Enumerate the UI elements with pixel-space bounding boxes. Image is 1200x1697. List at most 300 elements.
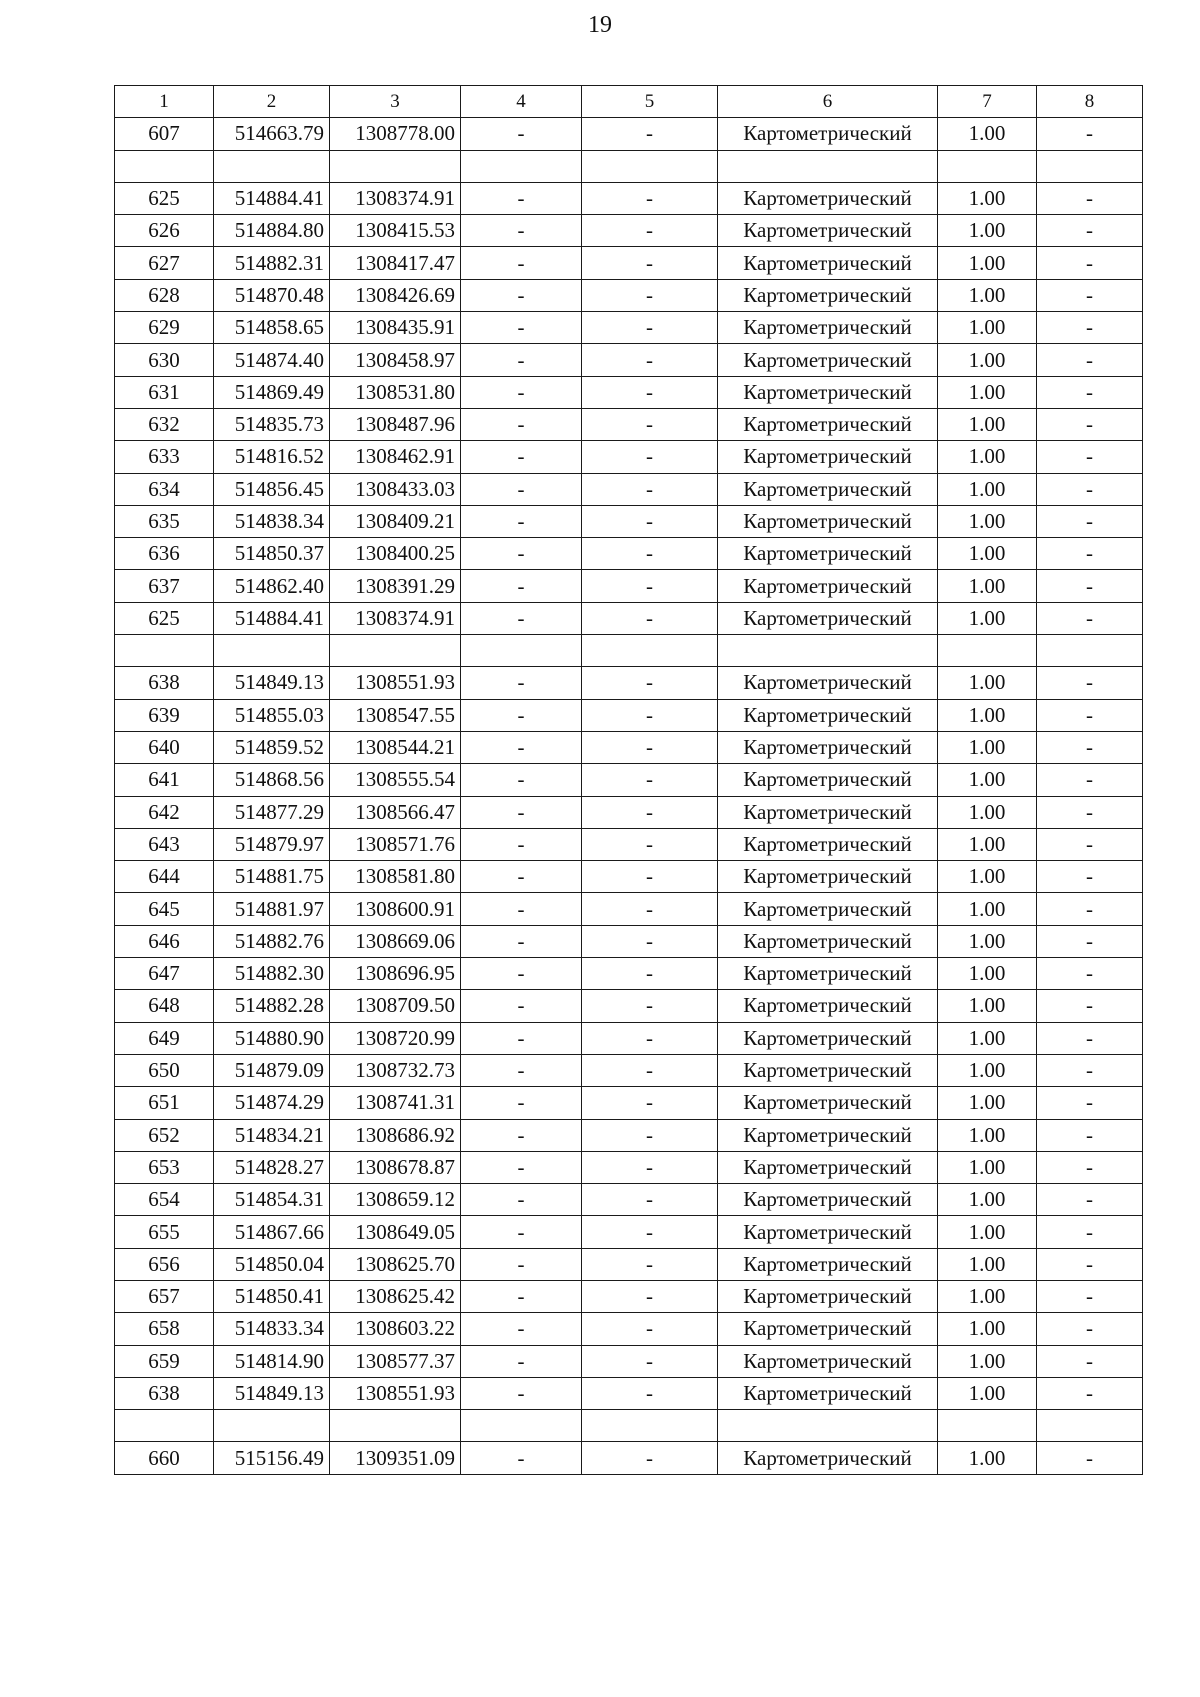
column-header-7: 7 xyxy=(938,86,1037,118)
table-cell-col7: 1.00 xyxy=(938,215,1037,247)
table-cell-col4: - xyxy=(461,376,582,408)
table-cell-col7: 1.00 xyxy=(938,925,1037,957)
separator-row xyxy=(115,1410,1143,1442)
table-cell-col3: 1308462.91 xyxy=(330,441,461,473)
column-header-4: 4 xyxy=(461,86,582,118)
table-cell-col5: - xyxy=(582,828,718,860)
table-cell-col5: - xyxy=(582,1313,718,1345)
table-cell-col1: 660 xyxy=(115,1442,214,1474)
table-cell-col6: Картометрический xyxy=(718,1184,938,1216)
table-cell-col8: - xyxy=(1037,312,1143,344)
table-cell-col8: - xyxy=(1037,731,1143,763)
table-cell-col7: 1.00 xyxy=(938,1280,1037,1312)
table-cell-col2: 514882.30 xyxy=(214,958,330,990)
table-cell-col6: Картометрический xyxy=(718,1216,938,1248)
table-cell-col3: 1308487.96 xyxy=(330,408,461,440)
table-cell-col2: 514879.09 xyxy=(214,1054,330,1086)
table-cell-col6: Картометрический xyxy=(718,376,938,408)
table-cell-col7: 1.00 xyxy=(938,279,1037,311)
table-cell-col2: 514814.90 xyxy=(214,1345,330,1377)
table-cell-col7: 1.00 xyxy=(938,828,1037,860)
table-cell-col4: - xyxy=(461,893,582,925)
table-cell-col8: - xyxy=(1037,764,1143,796)
table-cell-col1: 647 xyxy=(115,958,214,990)
table-cell-col1: 633 xyxy=(115,441,214,473)
table-cell-col1: 626 xyxy=(115,215,214,247)
table-cell-col7: 1.00 xyxy=(938,408,1037,440)
table-cell-col3: 1308669.06 xyxy=(330,925,461,957)
table-cell-col1: 655 xyxy=(115,1216,214,1248)
table-cell-col2: 514884.41 xyxy=(214,182,330,214)
column-header-3: 3 xyxy=(330,86,461,118)
table-row xyxy=(115,279,1143,311)
table-row xyxy=(115,118,1143,150)
table-cell-col3: 1308551.93 xyxy=(330,1377,461,1409)
table-cell-col7: 1.00 xyxy=(938,182,1037,214)
table-cell-col5: - xyxy=(582,1280,718,1312)
table-cell-col4: - xyxy=(461,764,582,796)
table-cell-col2 xyxy=(214,635,330,667)
table-cell-col4: - xyxy=(461,1313,582,1345)
table-cell-col7: 1.00 xyxy=(938,1313,1037,1345)
table-cell-col1: 654 xyxy=(115,1184,214,1216)
table-row xyxy=(115,473,1143,505)
table-row xyxy=(115,764,1143,796)
table-cell-col5: - xyxy=(582,1119,718,1151)
table-cell-col1: 646 xyxy=(115,925,214,957)
table-cell-col2: 514835.73 xyxy=(214,408,330,440)
table-cell-col5: - xyxy=(582,408,718,440)
header-row xyxy=(115,86,1143,118)
table-row xyxy=(115,1119,1143,1151)
table-row xyxy=(115,1248,1143,1280)
table-cell-col5: - xyxy=(582,118,718,150)
table-cell-col2: 514859.52 xyxy=(214,731,330,763)
table-cell-col5: - xyxy=(582,1248,718,1280)
table-cell-col3: 1308732.73 xyxy=(330,1054,461,1086)
table-cell-col1: 641 xyxy=(115,764,214,796)
table-cell-col5: - xyxy=(582,861,718,893)
table-cell-col4: - xyxy=(461,1087,582,1119)
table-cell-col6 xyxy=(718,1410,938,1442)
table-cell-col5: - xyxy=(582,1054,718,1086)
table-cell-col3: 1308547.55 xyxy=(330,699,461,731)
table-cell-col7: 1.00 xyxy=(938,1087,1037,1119)
table-cell-col1: 629 xyxy=(115,312,214,344)
table-cell-col4: - xyxy=(461,279,582,311)
table-row xyxy=(115,958,1143,990)
table-cell-col3: 1308720.99 xyxy=(330,1022,461,1054)
table-cell-col6: Картометрический xyxy=(718,1377,938,1409)
table-cell-col5: - xyxy=(582,344,718,376)
table-cell-col2: 514816.52 xyxy=(214,441,330,473)
table-cell-col1: 638 xyxy=(115,667,214,699)
table-cell-col1: 639 xyxy=(115,699,214,731)
table-cell-col3: 1308374.91 xyxy=(330,182,461,214)
table-cell-col3: 1308659.12 xyxy=(330,1184,461,1216)
table-cell-col5: - xyxy=(582,1151,718,1183)
table-cell-col4: - xyxy=(461,1442,582,1474)
table-cell-col6: Картометрический xyxy=(718,118,938,150)
table-cell-col5: - xyxy=(582,1345,718,1377)
table-cell-col7: 1.00 xyxy=(938,538,1037,570)
table-cell-col2: 514882.31 xyxy=(214,247,330,279)
table-cell-col6: Картометрический xyxy=(718,990,938,1022)
table-cell-col4: - xyxy=(461,925,582,957)
table-cell-col7: 1.00 xyxy=(938,1022,1037,1054)
table-cell-col8: - xyxy=(1037,473,1143,505)
table-cell-col3: 1308435.91 xyxy=(330,312,461,344)
table-row xyxy=(115,505,1143,537)
table-cell-col2: 514828.27 xyxy=(214,1151,330,1183)
table-cell-col1: 648 xyxy=(115,990,214,1022)
table-row xyxy=(115,376,1143,408)
table-cell-col7: 1.00 xyxy=(938,1345,1037,1377)
table-cell-col7: 1.00 xyxy=(938,312,1037,344)
table-cell-col7: 1.00 xyxy=(938,1248,1037,1280)
table-cell-col4: - xyxy=(461,958,582,990)
table-cell-col3: 1308581.80 xyxy=(330,861,461,893)
table-cell-col1: 635 xyxy=(115,505,214,537)
table-cell-col3: 1308709.50 xyxy=(330,990,461,1022)
table-cell-col6: Картометрический xyxy=(718,861,938,893)
table-cell-col7: 1.00 xyxy=(938,958,1037,990)
table-cell-col3: 1308409.21 xyxy=(330,505,461,537)
table-cell-col6: Картометрический xyxy=(718,1119,938,1151)
table-cell-col2: 514884.80 xyxy=(214,215,330,247)
table-cell-col1: 642 xyxy=(115,796,214,828)
table-cell-col8: - xyxy=(1037,1248,1143,1280)
table-cell-col1: 637 xyxy=(115,570,214,602)
column-header-2: 2 xyxy=(214,86,330,118)
table-row xyxy=(115,667,1143,699)
table-row xyxy=(115,408,1143,440)
table-cell-col6: Картометрический xyxy=(718,699,938,731)
table-cell-col8: - xyxy=(1037,247,1143,279)
table-cell-col7 xyxy=(938,150,1037,182)
table-cell-col5: - xyxy=(582,602,718,634)
table-cell-col1: 652 xyxy=(115,1119,214,1151)
table-cell-col5: - xyxy=(582,182,718,214)
table-cell-col1: 631 xyxy=(115,376,214,408)
table-row xyxy=(115,731,1143,763)
table-cell-col2: 514850.41 xyxy=(214,1280,330,1312)
table-cell-col2: 514849.13 xyxy=(214,667,330,699)
table-cell-col3: 1309351.09 xyxy=(330,1442,461,1474)
table-cell-col5: - xyxy=(582,312,718,344)
table-cell-col1: 627 xyxy=(115,247,214,279)
table-cell-col3: 1308778.00 xyxy=(330,118,461,150)
table-cell-col7: 1.00 xyxy=(938,118,1037,150)
table-cell-col4: - xyxy=(461,731,582,763)
table-cell-col6: Картометрический xyxy=(718,344,938,376)
table-cell-col3: 1308566.47 xyxy=(330,796,461,828)
table-cell-col6: Картометрический xyxy=(718,441,938,473)
table-cell-col3: 1308415.53 xyxy=(330,215,461,247)
table-cell-col2: 515156.49 xyxy=(214,1442,330,1474)
table-cell-col3: 1308551.93 xyxy=(330,667,461,699)
table-cell-col5: - xyxy=(582,699,718,731)
table-cell-col4: - xyxy=(461,861,582,893)
table-cell-col3: 1308696.95 xyxy=(330,958,461,990)
table-cell-col2: 514862.40 xyxy=(214,570,330,602)
table-cell-col1: 651 xyxy=(115,1087,214,1119)
table-cell-col8: - xyxy=(1037,1313,1143,1345)
table-cell-col8: - xyxy=(1037,1022,1143,1054)
table-cell-col8: - xyxy=(1037,570,1143,602)
table-cell-col2 xyxy=(214,150,330,182)
table-cell-col2: 514884.41 xyxy=(214,602,330,634)
table-cell-col2: 514870.48 xyxy=(214,279,330,311)
table-cell-col2: 514882.28 xyxy=(214,990,330,1022)
table-row xyxy=(115,990,1143,1022)
table-cell-col6: Картометрический xyxy=(718,925,938,957)
table-cell-col5: - xyxy=(582,796,718,828)
table-cell-col4: - xyxy=(461,990,582,1022)
table-cell-col1: 630 xyxy=(115,344,214,376)
table-cell-col4: - xyxy=(461,1054,582,1086)
table-cell-col5: - xyxy=(582,1022,718,1054)
table-cell-col7: 1.00 xyxy=(938,861,1037,893)
table-cell-col2: 514858.65 xyxy=(214,312,330,344)
table-cell-col4: - xyxy=(461,570,582,602)
table-row xyxy=(115,796,1143,828)
table-cell-col7: 1.00 xyxy=(938,1216,1037,1248)
table-row xyxy=(115,1313,1143,1345)
table-cell-col4: - xyxy=(461,1151,582,1183)
table-cell-col5: - xyxy=(582,570,718,602)
table-cell-col4: - xyxy=(461,441,582,473)
table-cell-col7: 1.00 xyxy=(938,893,1037,925)
table-cell-col1 xyxy=(115,150,214,182)
table-cell-col6: Картометрический xyxy=(718,1054,938,1086)
table-row xyxy=(115,182,1143,214)
table-cell-col1: 643 xyxy=(115,828,214,860)
table-cell-col3: 1308458.97 xyxy=(330,344,461,376)
table-cell-col4: - xyxy=(461,344,582,376)
table-cell-col3 xyxy=(330,1410,461,1442)
table-cell-col4: - xyxy=(461,1345,582,1377)
table-cell-col4: - xyxy=(461,408,582,440)
table-cell-col8: - xyxy=(1037,1087,1143,1119)
table-cell-col5: - xyxy=(582,731,718,763)
table-cell-col7: 1.00 xyxy=(938,1184,1037,1216)
table-cell-col8: - xyxy=(1037,279,1143,311)
table-cell-col4: - xyxy=(461,215,582,247)
table-cell-col4: - xyxy=(461,1377,582,1409)
table-cell-col5 xyxy=(582,150,718,182)
table-cell-col7: 1.00 xyxy=(938,796,1037,828)
table-cell-col8: - xyxy=(1037,1442,1143,1474)
table-cell-col1: 632 xyxy=(115,408,214,440)
table-cell-col7: 1.00 xyxy=(938,505,1037,537)
table-cell-col8: - xyxy=(1037,699,1143,731)
table-cell-col3: 1308374.91 xyxy=(330,602,461,634)
table-cell-col2: 514874.29 xyxy=(214,1087,330,1119)
table-cell-col4: - xyxy=(461,1119,582,1151)
table-cell-col8: - xyxy=(1037,990,1143,1022)
table-cell-col2: 514869.49 xyxy=(214,376,330,408)
table-cell-col1: 658 xyxy=(115,1313,214,1345)
table-cell-col5: - xyxy=(582,925,718,957)
table-row xyxy=(115,925,1143,957)
table-cell-col3: 1308686.92 xyxy=(330,1119,461,1151)
table-cell-col6 xyxy=(718,635,938,667)
table-cell-col7: 1.00 xyxy=(938,602,1037,634)
table-row xyxy=(115,1184,1143,1216)
table-cell-col1 xyxy=(115,635,214,667)
table-cell-col2 xyxy=(214,1410,330,1442)
table-cell-col5: - xyxy=(582,376,718,408)
table-cell-col1: 644 xyxy=(115,861,214,893)
table-row xyxy=(115,441,1143,473)
table-cell-col3: 1308571.76 xyxy=(330,828,461,860)
table-cell-col4: - xyxy=(461,699,582,731)
table-cell-col6: Картометрический xyxy=(718,473,938,505)
table-cell-col8: - xyxy=(1037,828,1143,860)
table-cell-col5: - xyxy=(582,764,718,796)
table-cell-col8 xyxy=(1037,1410,1143,1442)
table-cell-col7: 1.00 xyxy=(938,990,1037,1022)
table-cell-col2: 514879.97 xyxy=(214,828,330,860)
table-cell-col2: 514881.97 xyxy=(214,893,330,925)
table-cell-col4: - xyxy=(461,473,582,505)
table-cell-col7: 1.00 xyxy=(938,667,1037,699)
table-cell-col2: 514849.13 xyxy=(214,1377,330,1409)
table-cell-col3: 1308417.47 xyxy=(330,247,461,279)
table-cell-col1: 657 xyxy=(115,1280,214,1312)
table-cell-col5: - xyxy=(582,505,718,537)
table-cell-col7: 1.00 xyxy=(938,1151,1037,1183)
table-cell-col5: - xyxy=(582,441,718,473)
table-cell-col3: 1308741.31 xyxy=(330,1087,461,1119)
table-cell-col2: 514877.29 xyxy=(214,796,330,828)
table-cell-col3: 1308400.25 xyxy=(330,538,461,570)
separator-row xyxy=(115,150,1143,182)
table-cell-col6: Картометрический xyxy=(718,667,938,699)
table-cell-col7: 1.00 xyxy=(938,376,1037,408)
table-cell-col8: - xyxy=(1037,667,1143,699)
table-cell-col4 xyxy=(461,150,582,182)
table-cell-col3: 1308555.54 xyxy=(330,764,461,796)
table-cell-col2: 514868.56 xyxy=(214,764,330,796)
table-cell-col6: Картометрический xyxy=(718,958,938,990)
table-cell-col6: Картометрический xyxy=(718,279,938,311)
table-cell-col1: 634 xyxy=(115,473,214,505)
table-cell-col8: - xyxy=(1037,1345,1143,1377)
table-cell-col4: - xyxy=(461,1248,582,1280)
table-body xyxy=(115,118,1143,1474)
table-cell-col5: - xyxy=(582,1442,718,1474)
table-cell-col2: 514834.21 xyxy=(214,1119,330,1151)
table-cell-col4: - xyxy=(461,667,582,699)
table-cell-col3: 1308678.87 xyxy=(330,1151,461,1183)
table-cell-col5 xyxy=(582,1410,718,1442)
table-cell-col8: - xyxy=(1037,215,1143,247)
table-cell-col8: - xyxy=(1037,1119,1143,1151)
table-cell-col2: 514856.45 xyxy=(214,473,330,505)
table-row xyxy=(115,312,1143,344)
table-cell-col5: - xyxy=(582,1087,718,1119)
table-cell-col7 xyxy=(938,635,1037,667)
table-row xyxy=(115,1216,1143,1248)
table-row xyxy=(115,215,1143,247)
table-cell-col1: 607 xyxy=(115,118,214,150)
table-cell-col2: 514833.34 xyxy=(214,1313,330,1345)
table-cell-col1: 645 xyxy=(115,893,214,925)
table-cell-col5: - xyxy=(582,893,718,925)
table-cell-col1: 628 xyxy=(115,279,214,311)
table-cell-col5: - xyxy=(582,473,718,505)
table-row xyxy=(115,1151,1143,1183)
table-cell-col7: 1.00 xyxy=(938,1054,1037,1086)
table-cell-col4: - xyxy=(461,602,582,634)
table-cell-col2: 514838.34 xyxy=(214,505,330,537)
table-cell-col8: - xyxy=(1037,344,1143,376)
table-cell-col6: Картометрический xyxy=(718,796,938,828)
table-cell-col6: Картометрический xyxy=(718,408,938,440)
table-cell-col8: - xyxy=(1037,1377,1143,1409)
table-cell-col2: 514867.66 xyxy=(214,1216,330,1248)
table-cell-col1: 649 xyxy=(115,1022,214,1054)
table-cell-col6: Картометрический xyxy=(718,1313,938,1345)
table-cell-col1: 653 xyxy=(115,1151,214,1183)
table-row xyxy=(115,1280,1143,1312)
table-cell-col5 xyxy=(582,635,718,667)
table-cell-col4: - xyxy=(461,538,582,570)
table-cell-col4: - xyxy=(461,247,582,279)
table-cell-col8: - xyxy=(1037,958,1143,990)
table-row xyxy=(115,1022,1143,1054)
table-cell-col6: Картометрический xyxy=(718,828,938,860)
table-cell-col8: - xyxy=(1037,893,1143,925)
table-cell-col4 xyxy=(461,1410,582,1442)
table-cell-col8 xyxy=(1037,150,1143,182)
table-cell-col6: Картометрический xyxy=(718,1442,938,1474)
table-cell-col8: - xyxy=(1037,408,1143,440)
table-cell-col4: - xyxy=(461,182,582,214)
table-cell-col5: - xyxy=(582,958,718,990)
table-row xyxy=(115,893,1143,925)
table-cell-col3: 1308544.21 xyxy=(330,731,461,763)
table-cell-col8 xyxy=(1037,635,1143,667)
table-cell-col6: Картометрический xyxy=(718,731,938,763)
table-cell-col8: - xyxy=(1037,1280,1143,1312)
table-cell-col1: 625 xyxy=(115,602,214,634)
table-cell-col2: 514855.03 xyxy=(214,699,330,731)
table-cell-col7: 1.00 xyxy=(938,1377,1037,1409)
table-cell-col6: Картометрический xyxy=(718,182,938,214)
table-row xyxy=(115,699,1143,731)
table-row xyxy=(115,247,1143,279)
table-cell-col4: - xyxy=(461,312,582,344)
table-cell-col6: Картометрический xyxy=(718,505,938,537)
table-cell-col7: 1.00 xyxy=(938,473,1037,505)
table-cell-col5: - xyxy=(582,215,718,247)
table-cell-col3: 1308649.05 xyxy=(330,1216,461,1248)
table-cell-col5: - xyxy=(582,279,718,311)
table-cell-col2: 514882.76 xyxy=(214,925,330,957)
table-cell-col6: Картометрический xyxy=(718,1248,938,1280)
table-row xyxy=(115,344,1143,376)
table-cell-col6: Картометрический xyxy=(718,602,938,634)
table-cell-col6: Картометрический xyxy=(718,215,938,247)
table-cell-col5: - xyxy=(582,247,718,279)
table-cell-col6 xyxy=(718,150,938,182)
table-cell-col6: Картометрический xyxy=(718,312,938,344)
table-row xyxy=(115,538,1143,570)
table-cell-col1: 638 xyxy=(115,1377,214,1409)
